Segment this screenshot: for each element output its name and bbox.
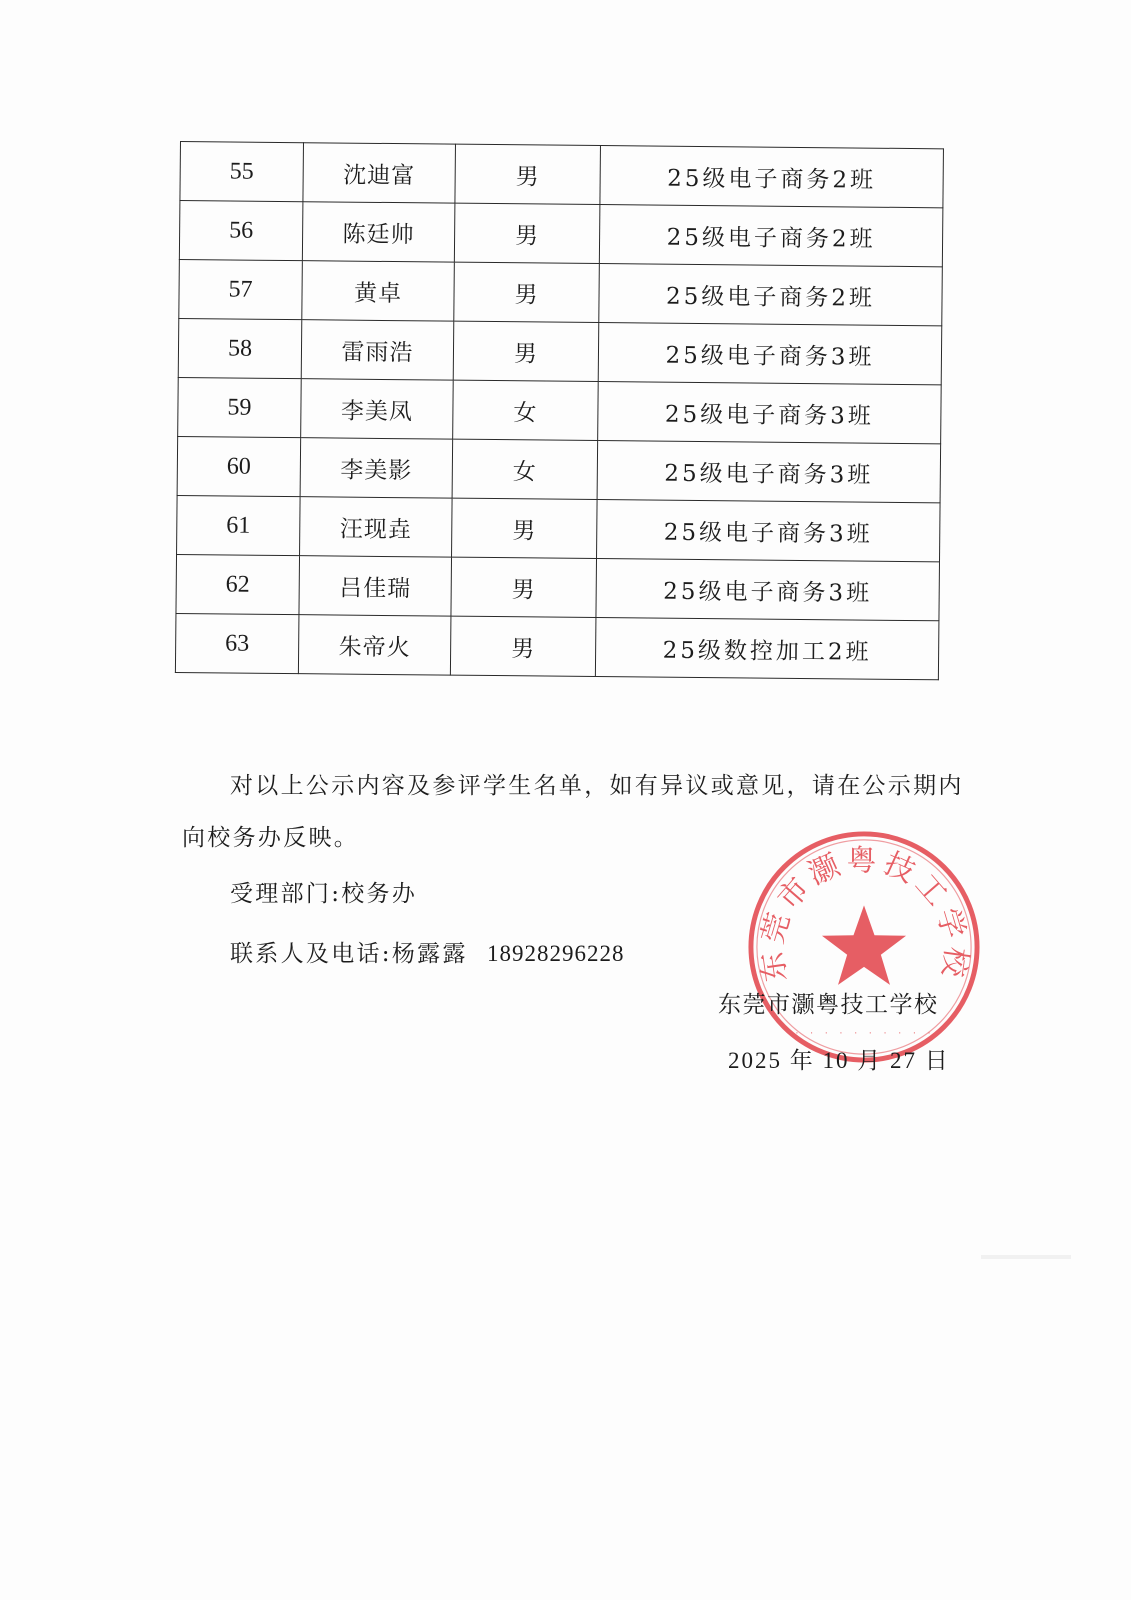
row-number: 58 [178, 318, 302, 378]
student-gender: 男 [455, 144, 601, 204]
student-gender: 男 [451, 557, 597, 617]
signature-block [718, 990, 950, 1076]
student-name: 黄卓 [302, 261, 455, 321]
department-label: 受理部门: [230, 881, 342, 907]
scan-artifact [981, 1255, 1071, 1259]
student-name: 朱帝火 [298, 615, 451, 675]
table-row [178, 318, 942, 384]
table-row [178, 377, 942, 443]
department-value: 校务办 [341, 881, 418, 907]
student-name: 李美凤 [301, 379, 454, 439]
student-name: 沈迪富 [303, 143, 456, 203]
svg-text:· · · · · · · · · ·: · · · · · · · · · · [794, 1029, 934, 1040]
signing-organization: 东莞市灏粤技工学校 [718, 992, 939, 1018]
student-name: 陈廷帅 [302, 202, 455, 262]
row-number: 62 [176, 554, 300, 614]
student-class: 25级电子商务3班 [598, 382, 942, 444]
student-gender: 男 [454, 262, 600, 322]
row-number: 63 [175, 613, 299, 673]
contact-phone: 18928296228 [487, 941, 625, 966]
table-row [176, 554, 940, 620]
row-number: 59 [178, 377, 302, 437]
row-number: 60 [177, 436, 301, 496]
student-class: 25级数控加工2班 [595, 618, 939, 680]
student-table-wrapper [175, 141, 943, 680]
student-gender: 女 [453, 380, 599, 440]
student-name: 李美影 [300, 438, 453, 498]
table-row [179, 201, 943, 267]
table-row [177, 436, 941, 502]
contact-label: 联系人及电话: [230, 941, 392, 967]
student-name: 汪现垚 [300, 497, 453, 557]
signing-date: 2025 年 10 月 27 日 [728, 1048, 950, 1073]
row-number: 57 [179, 259, 303, 319]
table-row [175, 613, 939, 679]
student-class: 25级电子商务2班 [599, 264, 943, 326]
student-gender: 男 [453, 321, 599, 381]
student-table [175, 141, 944, 680]
student-gender: 男 [450, 616, 596, 676]
contact-name: 杨露露 [391, 941, 468, 967]
student-class: 25级电子商务3班 [596, 559, 940, 621]
student-class: 25级电子商务3班 [597, 500, 941, 562]
seal-star-icon [822, 905, 906, 985]
table-row [177, 495, 941, 561]
table-row [179, 259, 943, 325]
student-name: 吕佳瑞 [299, 556, 452, 616]
student-gender: 男 [454, 203, 600, 263]
table-row [180, 142, 944, 208]
student-name: 雷雨浩 [301, 320, 454, 380]
row-number: 55 [180, 142, 304, 202]
seal-text: 东莞市灏粤技工学校 [754, 843, 974, 985]
row-number: 61 [177, 495, 301, 555]
student-gender: 男 [452, 498, 598, 558]
row-number: 56 [179, 201, 303, 261]
student-gender: 女 [452, 439, 598, 499]
notice-paragraph: 对以上公示内容及参评学生名单，如有异议或意见，请在公示期内向校务办反映。 [182, 773, 964, 851]
student-class: 25级电子商务2班 [600, 146, 944, 208]
student-class: 25级电子商务3班 [597, 441, 941, 503]
student-class: 25级电子商务2班 [599, 205, 943, 267]
student-class: 25级电子商务3班 [598, 323, 942, 385]
